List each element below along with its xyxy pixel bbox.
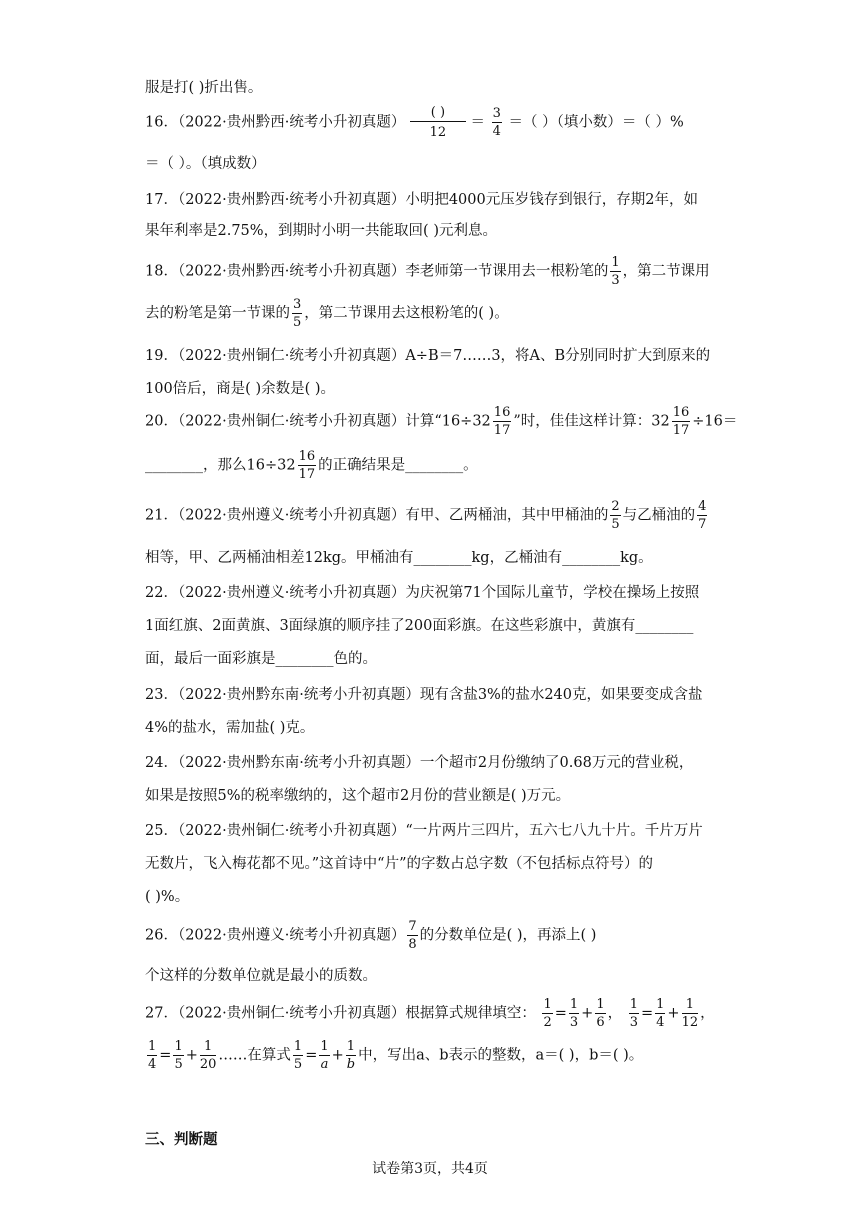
q16-eq: ＝ xyxy=(470,114,486,131)
q20-mixed-fraction-1 xyxy=(493,406,512,437)
q22-line1: 22．（2022·贵州遵义·统考小升初真题）为庆祝第71个国际儿童节，学校在操场上按照 xyxy=(145,585,700,601)
frac-den: 5 xyxy=(174,1057,183,1072)
q25-line2: 无数片，飞入梅花都不见。”这首诗中“片”的字数占总字数（不包括标点符号）的 xyxy=(145,856,653,872)
q20-m3-den: 17 xyxy=(298,467,316,482)
q26-text-b: 的分数单位是( )，再添上( ) xyxy=(419,927,597,944)
q27-frac-1-5 xyxy=(173,1040,183,1071)
question-18-line2 xyxy=(145,298,509,329)
q20-text-c: ÷16＝ xyxy=(692,413,738,430)
q27-frac-1-4 xyxy=(655,998,665,1029)
q25-line3: ( )%。 xyxy=(145,889,190,905)
q16-prefix: 16．（2022·贵州黔西·统考小升初真题） xyxy=(145,114,406,131)
q27-comma: ， xyxy=(607,1005,623,1022)
q20-m2-den: 17 xyxy=(672,423,690,438)
q16-denominator: 12 xyxy=(429,125,447,140)
q20-m2-num: 16 xyxy=(672,405,690,420)
q21-f2-den: 7 xyxy=(698,517,707,532)
frac-den: 3 xyxy=(629,1015,638,1030)
frac-den: 4 xyxy=(656,1015,665,1030)
q16-blank-numerator: ( ) xyxy=(410,106,466,122)
q27-eq: = xyxy=(305,1047,318,1064)
q23-line1: 23．（2022·贵州黔东南·统考小升初真题）现有含盐3%的盐水240克，如果要变成含盐 xyxy=(145,687,703,703)
frac-den: b xyxy=(346,1057,356,1072)
q27-plus: + xyxy=(331,1047,344,1064)
q27-frac-1-4b xyxy=(147,1040,157,1071)
q24-line1: 24．（2022·贵州黔东南·统考小升初真题）一个超市2月份缴纳了0.68万元的营业税， xyxy=(145,755,694,771)
frac-num: 1 xyxy=(569,997,579,1012)
q21-f1-num: 2 xyxy=(611,499,620,514)
q21-text-b: 与乙桶油的 xyxy=(622,507,696,524)
q17-line2: 果年利率是2.75%，到期时小明一共能取回( )元利息。 xyxy=(145,223,497,239)
frac-num: 1 xyxy=(629,997,638,1012)
q20-m1-num: 16 xyxy=(493,405,511,420)
q15-tail: 服是打( )折出售。 xyxy=(145,80,263,96)
question-27-line1 xyxy=(145,998,715,1029)
q27-text-c: 中，写出a、b表示的整数，a＝( )，b＝( )。 xyxy=(358,1047,644,1064)
section-title: 三、判断题 xyxy=(145,1131,218,1148)
q27-frac-1-3 xyxy=(569,998,579,1029)
question-18-line1 xyxy=(145,256,710,287)
frac-den: 5 xyxy=(293,1057,303,1072)
q27-frac-1-6 xyxy=(595,998,605,1029)
q16-line2: ＝（ ）。（填成数） xyxy=(145,156,266,172)
frac-num: 1 xyxy=(656,997,665,1012)
q21-f2-num: 4 xyxy=(698,499,707,514)
q16-fraction-num: 3 xyxy=(492,106,501,121)
frac-den: 20 xyxy=(199,1057,217,1072)
q18-text-d: ，第二节课用去这根粉笔的( )。 xyxy=(304,305,509,322)
q27-frac-1-3b xyxy=(629,998,639,1029)
frac-num: 1 xyxy=(682,998,699,1014)
q18-f1-num: 1 xyxy=(611,255,620,270)
q20-text-b: ”时，佳佳这样计算：32 xyxy=(513,413,670,430)
frac-den: a xyxy=(320,1057,329,1072)
frac-num: 1 xyxy=(320,1039,329,1054)
frac-den: 3 xyxy=(569,1015,579,1030)
q21-fraction-1 xyxy=(610,500,620,531)
q21-line2: 相等，甲、乙两桶油相差12kg。甲桶油有________kg，乙桶油有________kg。 xyxy=(145,550,653,566)
frac-den: 4 xyxy=(148,1057,157,1072)
q16-blank-fraction xyxy=(410,106,466,139)
q27-frac-1-12 xyxy=(682,998,699,1029)
q18-fraction-1 xyxy=(610,256,620,287)
frac-num: 1 xyxy=(543,997,552,1012)
page-footer: 试卷第3页，共4页 xyxy=(372,1161,488,1177)
q18-text-c: 去的粉笔是第一节课的 xyxy=(145,305,290,322)
q20-m1-den: 17 xyxy=(493,423,511,438)
q27-eq: = xyxy=(554,1005,567,1022)
q20-mixed-fraction-3 xyxy=(298,450,317,481)
q27-eq: = xyxy=(640,1005,654,1022)
q27-frac-1-2 xyxy=(542,998,552,1029)
q27-eq: = xyxy=(159,1047,172,1064)
q26-line2: 个这样的分数单位就是最小的质数。 xyxy=(145,968,377,984)
q21-f1-den: 5 xyxy=(611,517,620,532)
q26-f-den: 8 xyxy=(408,937,417,952)
q18-f2-den: 5 xyxy=(293,315,302,330)
q22-line3: 面，最后一面彩旗是________色的。 xyxy=(145,651,377,667)
q20-text-d: ________，那么16÷32 xyxy=(145,457,296,474)
q27-plus: + xyxy=(581,1005,594,1022)
frac-num: 1 xyxy=(596,997,605,1012)
q27-plus: + xyxy=(667,1005,680,1022)
frac-num: 1 xyxy=(346,1039,356,1054)
q27-comma: ， xyxy=(700,1005,715,1022)
question-20-line2 xyxy=(145,450,478,481)
frac-den: 2 xyxy=(543,1015,552,1030)
frac-num: 1 xyxy=(293,1039,303,1054)
q19-line1: 19．（2022·贵州铜仁·统考小升初真题）A÷B＝7……3，将A、B分别同时扩大到原来的 xyxy=(145,348,711,364)
q21-fraction-2 xyxy=(697,500,707,531)
frac-num: 1 xyxy=(174,1039,183,1054)
q16-fraction xyxy=(492,107,502,138)
q19-line2: 100倍后，商是( )余数是( )。 xyxy=(145,381,336,397)
q26-fraction xyxy=(407,920,417,951)
q22-line2: 1面红旗、2面黄旗、3面绿旗的顺序挂了200面彩旗。在这些彩旗中，黄旗有________ xyxy=(145,618,694,634)
q27-plus: + xyxy=(185,1047,198,1064)
q21-text-a: 21．（2022·贵州遵义·统考小升初真题）有甲、乙两桶油，其中甲桶油的 xyxy=(145,507,609,524)
q18-f1-den: 3 xyxy=(611,273,620,288)
q16-rest: ＝（ ）（填小数）＝（ ）% xyxy=(508,114,684,131)
question-27-line2 xyxy=(145,1040,643,1071)
q17-line1: 17．（2022·贵州黔西·统考小升初真题）小明把4000元压岁钱存到银行，存期2年，如 xyxy=(145,192,698,208)
q20-m3-num: 16 xyxy=(298,449,316,464)
q27-text-a: 27．（2022·贵州铜仁·统考小升初真题）根据算式规律填空： xyxy=(145,1005,536,1022)
q26-f-num: 7 xyxy=(408,919,417,934)
q27-frac-1-a xyxy=(319,1040,329,1071)
question-20-line1 xyxy=(145,406,737,437)
q23-line2: 4%的盐水，需加盐( )克。 xyxy=(145,720,315,736)
q18-f2-num: 3 xyxy=(293,297,302,312)
q20-mixed-fraction-2 xyxy=(672,406,691,437)
q18-text-b: ，第二节课用 xyxy=(622,263,710,280)
q27-text-b: ……在算式 xyxy=(218,1047,291,1064)
frac-num: 1 xyxy=(200,1040,217,1056)
frac-den: 12 xyxy=(681,1015,699,1030)
q26-text-a: 26．（2022·贵州遵义·统考小升初真题） xyxy=(145,927,406,944)
q20-text-e: 的正确结果是________。 xyxy=(318,457,478,474)
question-26-line1 xyxy=(145,920,596,951)
q24-line2: 如果是按照5%的税率缴纳的，这个超市2月份的营业额是( )万元。 xyxy=(145,788,571,804)
q18-text-a: 18．（2022·贵州黔西·统考小升初真题）李老师第一节课用去一根粉笔的 xyxy=(145,263,609,280)
frac-num: 1 xyxy=(148,1039,157,1054)
q27-frac-1-5b xyxy=(293,1040,303,1071)
frac-den: 6 xyxy=(596,1015,605,1030)
q16-fraction-den: 4 xyxy=(492,124,501,139)
q25-line1: 25．（2022·贵州铜仁·统考小升初真题）“一片两片三四片，五六七八九十片。千片万片 xyxy=(145,823,703,839)
q18-fraction-2 xyxy=(292,298,302,329)
q27-frac-1-b xyxy=(346,1040,356,1071)
question-16 xyxy=(145,106,684,139)
question-21-line1 xyxy=(145,500,709,531)
q20-text-a: 20．（2022·贵州铜仁·统考小升初真题）计算“16÷32 xyxy=(145,413,491,430)
q27-frac-1-20 xyxy=(200,1040,217,1071)
